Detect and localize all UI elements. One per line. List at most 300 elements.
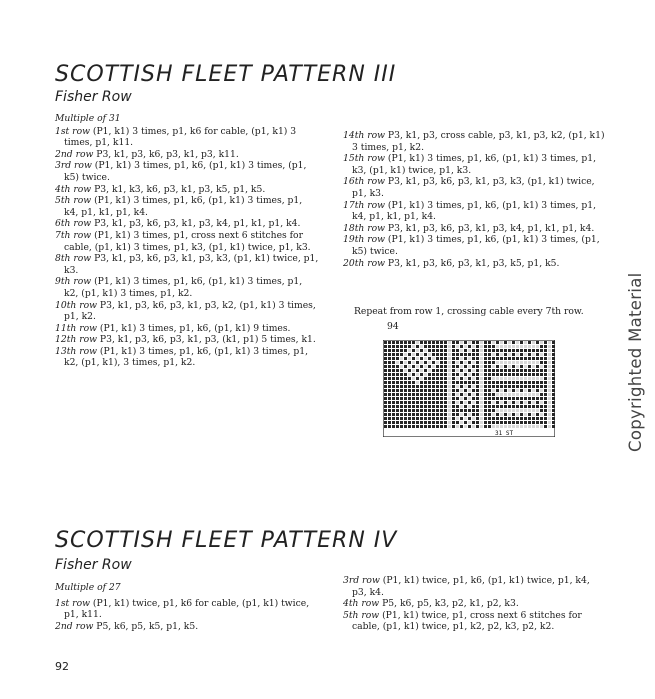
chart-cell: [552, 425, 555, 428]
chart-cell: [440, 421, 443, 424]
chart-cell: [428, 345, 431, 348]
row-label: 12th row: [55, 334, 98, 346]
chart-cell: [480, 397, 483, 400]
chart-cell: [388, 365, 391, 368]
chart-cell: [544, 385, 547, 388]
chart-cell: [552, 349, 555, 352]
chart-cell: [472, 345, 475, 348]
chart-cell: [468, 385, 471, 388]
chart-cell: [484, 421, 487, 424]
chart-cell: [424, 345, 427, 348]
chart-cell: [492, 409, 495, 412]
chart-cell: [452, 353, 455, 356]
chart-cell: [444, 349, 447, 352]
chart-cell: [488, 389, 491, 392]
chart-cell: [392, 381, 395, 384]
chart-cell: [436, 417, 439, 420]
chart-cell: [392, 405, 395, 408]
chart-cell: [468, 401, 471, 404]
chart-cell: [476, 413, 479, 416]
chart-cell: [492, 413, 495, 416]
chart-cell: [460, 353, 463, 356]
chart-cell: [504, 389, 507, 392]
chart-cell: [508, 357, 511, 360]
chart-cell: [524, 353, 527, 356]
chart-cell: [508, 345, 511, 348]
chart-cell: [552, 353, 555, 356]
chart-cell: [424, 409, 427, 412]
chart-cell: [520, 397, 523, 400]
chart-cell: [488, 365, 491, 368]
chart-cell: [548, 377, 551, 380]
chart-cell: [500, 361, 503, 364]
chart-cell: [508, 369, 511, 372]
chart-cell: [488, 421, 491, 424]
row-label: 20th row: [343, 257, 386, 269]
chart-cell: [464, 377, 467, 380]
chart-cell: [464, 345, 467, 348]
chart-cell: [392, 373, 395, 376]
chart-cell: [488, 393, 491, 396]
chart-cell: [520, 365, 523, 368]
chart-cell: [408, 409, 411, 412]
row-text: (P1, k1) 3 times, p1, k6, (p1, k1) 3 times, (p1, k5) twice.: [64, 160, 307, 183]
chart-cell: [460, 373, 463, 376]
chart-cell: [532, 417, 535, 420]
chart-cell: [488, 417, 491, 420]
chart-cell: [492, 389, 495, 392]
chart-cell: [552, 341, 555, 344]
chart-cell: [412, 377, 415, 380]
chart-cell: [384, 397, 387, 400]
chart-cell: [420, 421, 423, 424]
chart-cell: [436, 353, 439, 356]
chart-cell: [548, 409, 551, 412]
pattern-row: [55, 323, 319, 335]
chart-cell: [512, 393, 515, 396]
chart-cell: [408, 373, 411, 376]
row-label: 5th row: [343, 609, 380, 621]
chart-cell: [424, 381, 427, 384]
chart-cell: [516, 389, 519, 392]
chart-cell: [496, 377, 499, 380]
chart-cell: [432, 421, 435, 424]
chart-cell: [492, 381, 495, 384]
chart-cell: [500, 425, 503, 428]
row-label: 10th row: [55, 299, 98, 311]
chart-cell: [404, 353, 407, 356]
chart-cell: [408, 365, 411, 368]
chart-cell: [520, 377, 523, 380]
chart-cell: [496, 397, 499, 400]
chart-cell: [456, 381, 459, 384]
chart-cell: [504, 405, 507, 408]
chart-cell: [552, 365, 555, 368]
chart-cell: [484, 405, 487, 408]
chart-cell: [404, 349, 407, 352]
chart-cell: [528, 421, 531, 424]
chart-cell: [444, 357, 447, 360]
chart-cell: [468, 417, 471, 420]
chart-cell: [492, 417, 495, 420]
pattern4-right-column: [343, 575, 605, 633]
chart-cell: [468, 357, 471, 360]
chart-cell: [532, 381, 535, 384]
chart-cell: [460, 409, 463, 412]
chart-cell: [516, 413, 519, 416]
chart-cell: [444, 353, 447, 356]
chart-cell: [552, 405, 555, 408]
chart-cell: [548, 389, 551, 392]
chart-cell: [396, 389, 399, 392]
chart-cell: [472, 377, 475, 380]
chart-cell: [436, 393, 439, 396]
chart-cell: [416, 425, 419, 428]
chart-cell: [468, 345, 471, 348]
chart-cell: [396, 345, 399, 348]
chart-cell: [544, 353, 547, 356]
chart-cell: [496, 345, 499, 348]
chart-cell: [456, 345, 459, 348]
chart-cell: [500, 369, 503, 372]
chart-cell: [480, 369, 483, 372]
chart-cell: [492, 361, 495, 364]
chart-cell: [532, 389, 535, 392]
chart-cell: [400, 361, 403, 364]
chart-cell: [492, 393, 495, 396]
pattern4-left-column: [55, 582, 319, 632]
chart-cell: [504, 425, 507, 428]
chart-cell: [424, 353, 427, 356]
chart-cell: [428, 409, 431, 412]
chart-cell: [480, 421, 483, 424]
chart-cell: [396, 349, 399, 352]
pattern-row: [343, 575, 605, 598]
chart-cell: [532, 385, 535, 388]
chart-cell: [520, 357, 523, 360]
chart-cell: [424, 397, 427, 400]
chart-cell: [476, 369, 479, 372]
chart-cell: [428, 377, 431, 380]
chart-cell: [432, 345, 435, 348]
chart-cell: [540, 425, 543, 428]
chart-cell: [464, 353, 467, 356]
chart-cell: [440, 425, 443, 428]
chart-cell: [504, 341, 507, 344]
chart-cell: [496, 417, 499, 420]
chart-cell: [452, 345, 455, 348]
pattern-row: [55, 621, 319, 633]
row-text: P3, k1, p3, k6, p3, k1, p3, k3, (p1, k1) twice, p1, k3.: [352, 176, 595, 199]
chart-cell: [432, 349, 435, 352]
chart-cell: [396, 365, 399, 368]
chart-cell: [548, 373, 551, 376]
chart-cell: [536, 405, 539, 408]
knitting-chart: [383, 340, 555, 437]
chart-cell: [448, 405, 451, 408]
chart-cell: [536, 357, 539, 360]
chart-cell: [504, 357, 507, 360]
chart-cell: [516, 377, 519, 380]
chart-cell: [492, 401, 495, 404]
chart-cell: [452, 425, 455, 428]
chart-cell: [408, 397, 411, 400]
chart-cell: [412, 413, 415, 416]
chart-cell: [516, 369, 519, 372]
chart-cell: [532, 397, 535, 400]
chart-cell: [396, 409, 399, 412]
chart-cell: [432, 357, 435, 360]
chart-cell: [416, 417, 419, 420]
chart-cell: [488, 349, 491, 352]
row-label: 16th row: [343, 176, 386, 188]
chart-cell: [488, 413, 491, 416]
chart-cell: [520, 341, 523, 344]
chart-cell: [392, 421, 395, 424]
chart-cell: [508, 409, 511, 412]
chart-cell: [464, 409, 467, 412]
chart-cell: [484, 341, 487, 344]
chart-cell: [388, 357, 391, 360]
chart-cell: [488, 381, 491, 384]
chart-cell: [500, 397, 503, 400]
chart-cell: [540, 369, 543, 372]
chart-cell: [484, 401, 487, 404]
chart-cell: [424, 413, 427, 416]
chart-cell: [428, 357, 431, 360]
chart-cell: [464, 425, 467, 428]
chart-cell: [520, 361, 523, 364]
chart-cell: [480, 381, 483, 384]
row-text: P3, k1, p3, k6, p3, k1, p3, k11.: [93, 148, 239, 160]
chart-cell: [424, 365, 427, 368]
row-text: P3, k1, p3, k6, p3, k1, p3, k5, p1, k5.: [385, 257, 560, 269]
chart-cell: [436, 341, 439, 344]
chart-cell: [444, 373, 447, 376]
chart-cell: [552, 377, 555, 380]
chart-cell: [488, 357, 491, 360]
chart-cell: [420, 345, 423, 348]
chart-cell: [484, 373, 487, 376]
chart-cell: [476, 417, 479, 420]
chart-cell: [504, 345, 507, 348]
chart-cell: [480, 393, 483, 396]
row-label: 3rd row: [55, 160, 92, 172]
chart-cell: [540, 357, 543, 360]
chart-cell: [488, 401, 491, 404]
chart-cell: [432, 353, 435, 356]
chart-cell: [416, 357, 419, 360]
chart-cell: [552, 401, 555, 404]
chart-cell: [392, 389, 395, 392]
chart-cell: [496, 405, 499, 408]
chart-cell: [416, 373, 419, 376]
chart-cell: [528, 377, 531, 380]
pattern3-multiple: Multiple of 31: [55, 113, 121, 124]
chart-cell: [544, 421, 547, 424]
chart-cell: [448, 393, 451, 396]
chart-cell: [484, 381, 487, 384]
chart-cell: [480, 373, 483, 376]
chart-cell: [504, 413, 507, 416]
chart-cell: [456, 369, 459, 372]
chart-cell: [488, 345, 491, 348]
chart-cell: [500, 377, 503, 380]
chart-cell: [484, 369, 487, 372]
chart-cell: [504, 381, 507, 384]
chart-cell: [420, 353, 423, 356]
chart-cell: [484, 357, 487, 360]
chart-cell: [536, 421, 539, 424]
chart-cell: [440, 345, 443, 348]
chart-cell: [440, 401, 443, 404]
chart-cell: [428, 385, 431, 388]
row-label: 11th row: [55, 322, 98, 334]
pattern-row: [55, 598, 319, 621]
chart-cell: [504, 369, 507, 372]
chart-cell: [540, 341, 543, 344]
chart-cell: [384, 389, 387, 392]
chart-cell: [432, 413, 435, 416]
chart-cell: [440, 385, 443, 388]
chart-cell: [436, 369, 439, 372]
chart-cell: [544, 381, 547, 384]
chart-cell: [456, 417, 459, 420]
chart-cell: [444, 385, 447, 388]
chart-cell: [408, 345, 411, 348]
chart-cell: [512, 409, 515, 412]
row-text: (P1, k1) 3 times, p1, k6, (p1, k1) 9 times.: [97, 322, 291, 334]
chart-cell: [508, 385, 511, 388]
chart-cell: [532, 373, 535, 376]
chart-cell: [464, 401, 467, 404]
chart-cell: [432, 369, 435, 372]
chart-cell: [524, 369, 527, 372]
chart-cell: [388, 349, 391, 352]
chart-cell: [408, 421, 411, 424]
chart-cell: [540, 405, 543, 408]
chart-cell: [476, 409, 479, 412]
chart-cell: [444, 341, 447, 344]
chart-cell: [448, 345, 451, 348]
chart-cell: [472, 369, 475, 372]
chart-cell: [528, 345, 531, 348]
chart-cell: [388, 425, 391, 428]
chart-cell: [472, 365, 475, 368]
chart-cell: [476, 425, 479, 428]
chart-cell: [400, 349, 403, 352]
chart-cell: [424, 385, 427, 388]
chart-cell: [384, 373, 387, 376]
chart-cell: [520, 421, 523, 424]
chart-cell: [544, 341, 547, 344]
chart-cell: [548, 393, 551, 396]
chart-cell: [388, 417, 391, 420]
chart-cell: [536, 365, 539, 368]
chart-cell: [548, 421, 551, 424]
chart-cell: [460, 349, 463, 352]
chart-cell: [480, 353, 483, 356]
chart-cell: [516, 345, 519, 348]
chart-cell: [412, 353, 415, 356]
chart-cell: [480, 357, 483, 360]
chart-cell: [532, 361, 535, 364]
chart-cell: [464, 365, 467, 368]
chart-cell: [464, 413, 467, 416]
row-text: (P1, k1) twice, p1, k6 for cable, (p1, k1) twice, p1, k11.: [64, 597, 310, 621]
chart-cell: [448, 385, 451, 388]
chart-cell: [532, 349, 535, 352]
chart-cell: [404, 413, 407, 416]
chart-cell: [408, 385, 411, 388]
chart-cell: [452, 385, 455, 388]
chart-cell: [488, 341, 491, 344]
chart-cell: [488, 397, 491, 400]
chart-cell: [476, 357, 479, 360]
pattern3-repeat-note: [354, 306, 614, 318]
chart-cell: [392, 425, 395, 428]
chart-cell: [416, 365, 419, 368]
chart-cell: [400, 401, 403, 404]
chart-cell: [508, 421, 511, 424]
chart-cell: [516, 417, 519, 420]
chart-cell: [424, 393, 427, 396]
chart-cell: [420, 393, 423, 396]
chart-cell: [388, 361, 391, 364]
chart-cell: [436, 345, 439, 348]
chart-cell: [540, 365, 543, 368]
chart-cell: [428, 401, 431, 404]
chart-cell: [448, 357, 451, 360]
chart-cell: [424, 389, 427, 392]
chart-cell: [516, 393, 519, 396]
chart-cell: [528, 341, 531, 344]
chart-cell: [468, 405, 471, 408]
chart-cell: [400, 385, 403, 388]
chart-cell: [412, 405, 415, 408]
chart-cell: [496, 365, 499, 368]
chart-cell: [520, 405, 523, 408]
chart-cell: [528, 373, 531, 376]
chart-cell: [440, 405, 443, 408]
chart-cell: [464, 361, 467, 364]
chart-cell: [520, 353, 523, 356]
chart-cell: [396, 369, 399, 372]
chart-cell: [512, 401, 515, 404]
chart-cell: [548, 365, 551, 368]
chart-cell: [412, 417, 415, 420]
chart-cell: [536, 369, 539, 372]
chart-cell: [548, 425, 551, 428]
chart-cell: [464, 357, 467, 360]
chart-cell: [480, 341, 483, 344]
chart-cell: [524, 357, 527, 360]
chart-cell: [484, 361, 487, 364]
chart-cell: [420, 381, 423, 384]
chart-cell: [460, 425, 463, 428]
chart-cell: [416, 341, 419, 344]
chart-cell: [528, 365, 531, 368]
chart-cell: [472, 381, 475, 384]
chart-cell: [452, 369, 455, 372]
chart-cell: [476, 349, 479, 352]
row-text: (P1, k1) 3 times, p1, cross next 6 stitches for cable, (p1, k1) 3 times, p1, k3, (p1, k1) twice, p1, k3.: [64, 229, 311, 253]
chart-cell: [432, 385, 435, 388]
chart-cell: [416, 397, 419, 400]
chart-cell: [448, 413, 451, 416]
chart-cell: [396, 353, 399, 356]
chart-cell: [460, 397, 463, 400]
